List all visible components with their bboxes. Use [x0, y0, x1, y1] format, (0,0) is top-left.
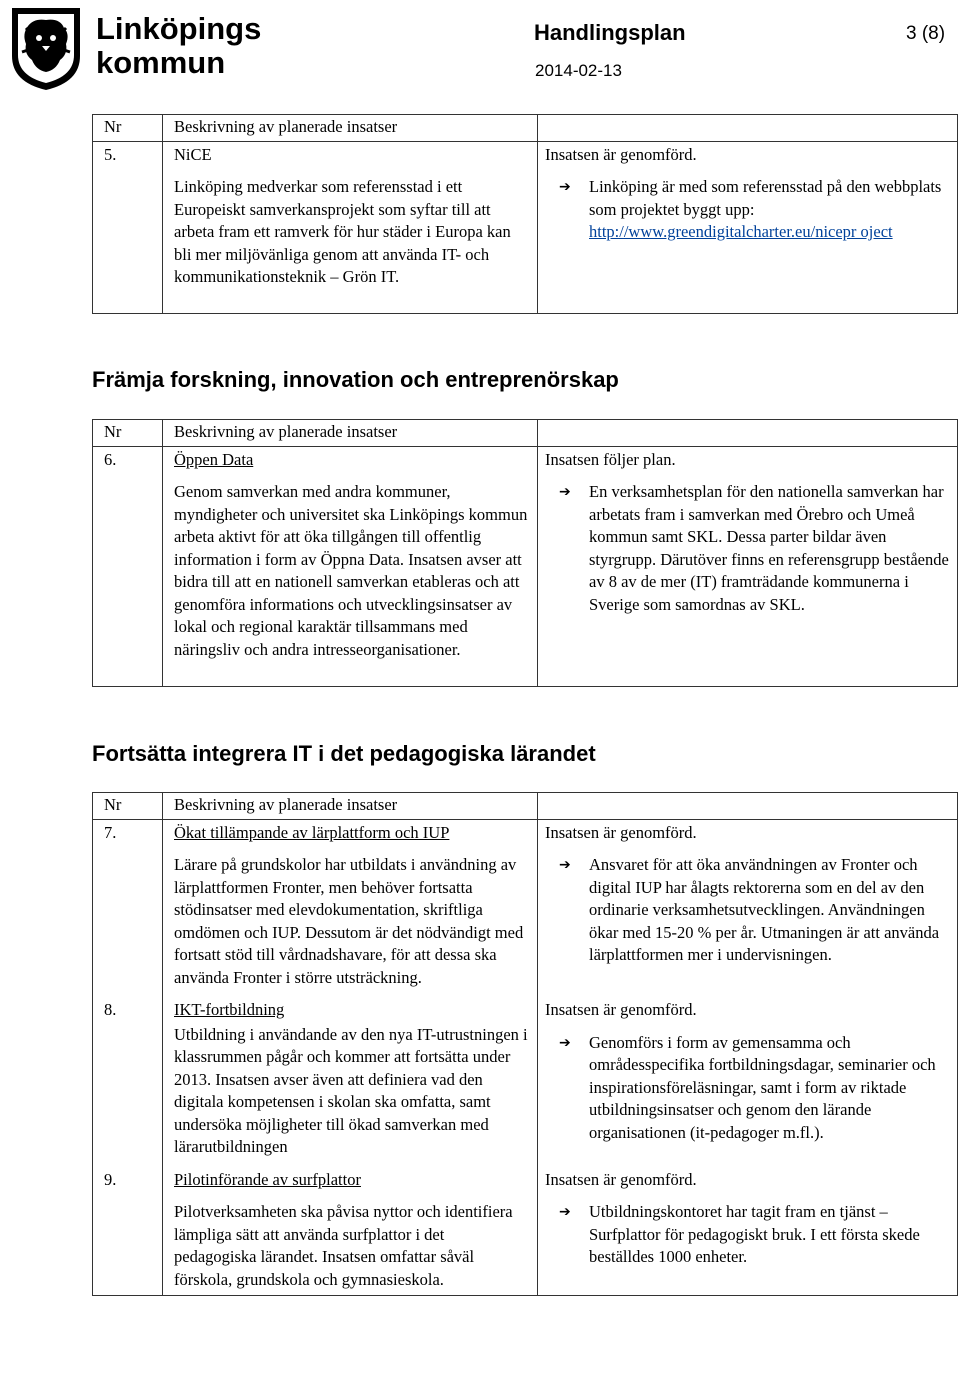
note-text: Genomförs i form av gemensamma och områdesspecifika fortbildningsdagar, seminarier och inspirationsföreläsningar, samt i form av riktade utbildningsinsatser och genom den lärande organisationen (it-pedagoger m.fl.).: [589, 1032, 936, 1142]
col-status-header: [538, 793, 958, 820]
row-number: 8.: [93, 997, 163, 1167]
row-description: [163, 141, 538, 313]
row-status: [538, 997, 958, 1167]
col-status-header: [538, 420, 958, 447]
row-status: [538, 446, 958, 686]
item-title: Ökat tillämpande av lärplattform och IUP: [174, 822, 450, 842]
row-number: 7.: [93, 819, 163, 997]
status-text: Insatsen är genomförd.: [545, 1000, 697, 1019]
status-text: Insatsen är genomförd.: [545, 144, 697, 164]
plan-table-3: [92, 792, 958, 1296]
item-title: NiCE: [174, 144, 212, 164]
right-arrow-icon: ➔: [559, 857, 571, 873]
col-status-header: [538, 115, 958, 142]
row-number: 5.: [93, 141, 163, 313]
right-arrow-icon: ➔: [559, 179, 571, 195]
table-row: [93, 141, 958, 313]
status-note: [545, 481, 951, 616]
status-text: Insatsen är genomförd.: [545, 1169, 697, 1189]
right-arrow-icon: ➔: [559, 1034, 571, 1051]
col-nr-header: Nr: [93, 115, 163, 142]
table-header-row: [93, 793, 958, 820]
status-note: [545, 1032, 951, 1145]
item-text: Utbildning i användande av den nya IT-utrustningen i klassrummen pågår och kommer att fortsätta under 2013. Insatsen avser även att definiera vad den digitala kompetensen i skolan ska omfatta, samt undersöka möjligheter till ökad samverkan med lärarutbildningen: [174, 1024, 528, 1156]
row-number: 6.: [93, 446, 163, 686]
row-status: [538, 1167, 958, 1296]
table-row: [93, 819, 958, 997]
item-title: Pilotinförande av surfplattor: [174, 1169, 361, 1189]
col-nr-header: Nr: [93, 420, 163, 447]
table-row: [93, 1167, 958, 1296]
status-text: Insatsen är genomförd.: [545, 822, 697, 842]
table-header-row: [93, 115, 958, 142]
project-link[interactable]: http://www.greendigitalcharter.eu/nicepr oject: [589, 222, 893, 241]
municipality-name-line1: Linköpings: [96, 11, 262, 46]
table-row: [93, 997, 958, 1167]
municipality-name: [96, 12, 261, 80]
item-text: Lärare på grundskolor har utbildats i användning av lärplattformen Fronter, men behöver fortsatta stödinsatser med elevdokumentation, skriftliga omdömen och IUP. Dessutom är det nödvändigt med fortsatt stöd till vårdnadshavare, för att dessa ska använda Fronter i större utsträckning.: [174, 855, 524, 987]
section-heading-it-education: Fortsätta integrera IT i det pedagogiska lärandet: [92, 741, 596, 766]
right-arrow-icon: ➔: [559, 1204, 571, 1220]
item-text: Linköping medverkar som referensstad i ett Europeiskt samverkansprojekt som syftar till att arbeta fram ett ramverk för hur städer i Europa kan bli mer miljövänliga genom att använda IT- och kommunikationsteknik – Grön IT.: [174, 177, 511, 286]
row-status: [538, 141, 958, 313]
row-description: [163, 819, 538, 997]
note-text: Linköping är med som referensstad på den webbplats som projektet byggt upp:: [589, 177, 942, 219]
lion-crest-logo: [6, 4, 86, 92]
note-text: En verksamhetsplan för den nationella samverkan har arbetats fram i samverkan med Örebro och Umeå kommun samt SKL. Dessa parter bildar även styrgrupp. Därutöver finns en referensgrupp bestående av 8 av de mer (IT) framträdande kommunerna i Sverige som samordnas av SKL.: [589, 482, 949, 614]
row-number: 9.: [93, 1167, 163, 1296]
col-desc-header: Beskrivning av planerade insatser: [163, 793, 538, 820]
row-status: [538, 819, 958, 997]
status-note: [545, 1201, 951, 1269]
municipality-name-line2: kommun: [96, 45, 226, 80]
right-arrow-icon: ➔: [559, 484, 571, 500]
row-description: [163, 1167, 538, 1296]
document-date: 2014-02-13: [535, 61, 622, 80]
table-row: [93, 446, 958, 686]
item-text: Pilotverksamheten ska påvisa nyttor och identifiera lämpliga sätt att använda surfplattor i det pedagogiska lärandet. Insatsen omfattar såväl förskola, grundskola och gymnasieskola.: [174, 1202, 513, 1289]
item-title: IKT-fortbildning: [174, 1000, 285, 1019]
document-title: Handlingsplan: [534, 20, 686, 45]
note-text: Utbildningskontoret har tagit fram en tjänst – Surfplattor för pedagogiskt bruk. I ett första skede beställdes 1000 enheter.: [589, 1202, 920, 1266]
col-desc-header: Beskrivning av planerade insatser: [163, 115, 538, 142]
status-note: [545, 854, 951, 967]
table-header-row: [93, 420, 958, 447]
plan-table-1: [92, 114, 958, 314]
row-description: [163, 997, 538, 1167]
section-heading-research: Främja forskning, innovation och entreprenörskap: [92, 367, 619, 392]
status-text: Insatsen följer plan.: [545, 449, 676, 469]
item-text: Genom samverkan med andra kommuner, myndigheter och universitet ska Linköpings kommun arbeta aktivt för att öka tillgången till offentlig information i form av Öppna Data. Insatsen avser att bidra till att en nationell samverkan etableras och att genomföra informations och utvecklingsinsatser av lokal och regional karaktär tillsammans med näringsliv och andra intresseorganisationer.: [174, 482, 528, 659]
page-number: 3 (8): [906, 23, 946, 44]
item-title: Öppen Data: [174, 449, 254, 469]
plan-table-2: [92, 419, 958, 687]
col-nr-header: Nr: [93, 793, 163, 820]
row-description: [163, 446, 538, 686]
col-desc-header: Beskrivning av planerade insatser: [163, 420, 538, 447]
note-text: Ansvaret för att öka användningen av Fronter och digital IUP har ålagts rektorerna som en del av den ordinarie verksamhetsutvecklingen. Användningen ökar med 15-20 % per år. Utmaningen är att använda lärplattformen mer i undervisningen.: [589, 855, 940, 964]
status-note: [545, 176, 951, 244]
